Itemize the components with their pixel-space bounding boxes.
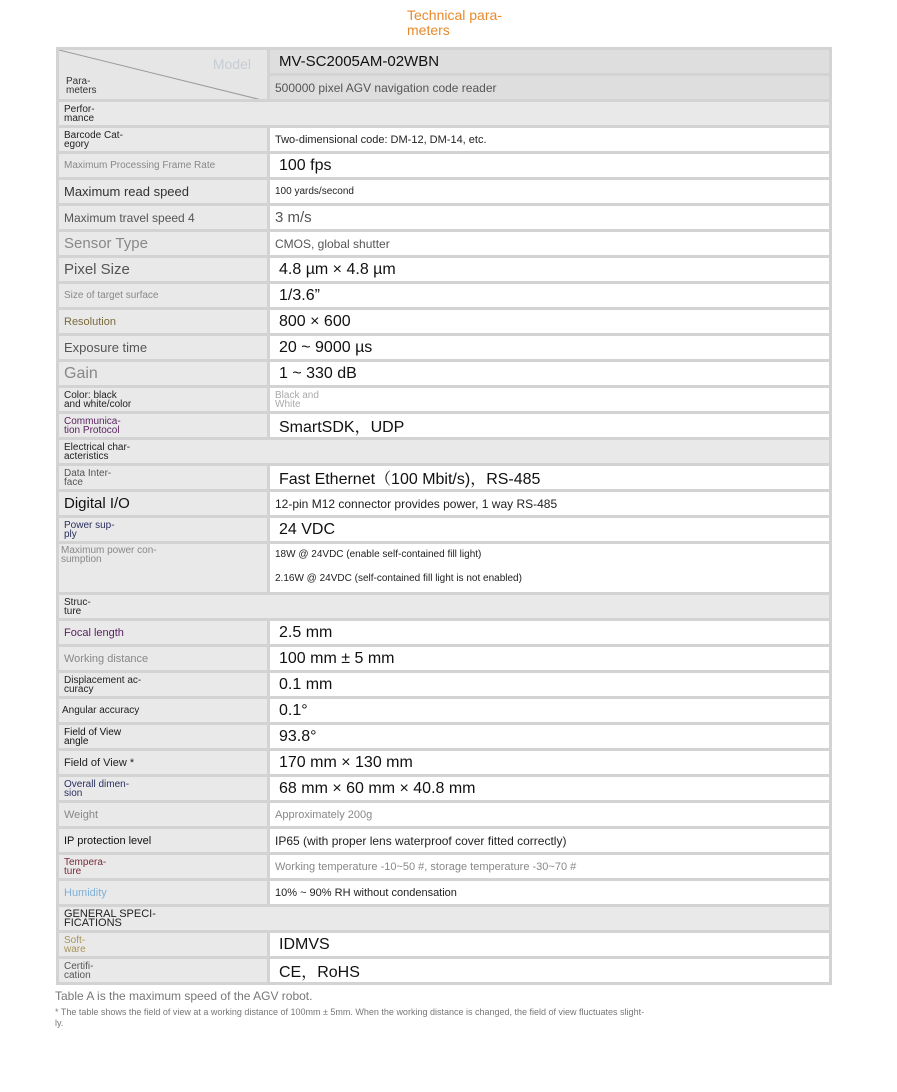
row-label: Power sup- ply: [58, 517, 269, 543]
row-label: Gain: [58, 361, 269, 387]
table-row: [58, 179, 831, 205]
row-label: Pixel Size: [58, 257, 269, 283]
params-header-label: Para- meters: [66, 76, 97, 96]
row-label: Data Inter- face: [58, 465, 269, 491]
table-row: [58, 517, 831, 543]
row-label: Size of target surface: [58, 283, 269, 309]
table-row: [58, 646, 831, 672]
table-row: [58, 231, 831, 257]
section-performance: Perfor- mance: [58, 101, 831, 127]
row-label: Field of View angle: [58, 724, 269, 750]
footnote-fov: * The table shows the field of view at a working distance of 100mm ± 5mm. When the working distance is changed, the field of view fluctuates slight- ly.: [55, 1007, 645, 1028]
row-value: 100 fps: [269, 153, 831, 179]
row-label: Displacement ac- curacy: [58, 672, 269, 698]
table-row: [58, 802, 831, 828]
row-value: 0.1 mm: [269, 672, 831, 698]
table-row: [58, 335, 831, 361]
power-consumption-line-2: 2.16W @ 24VDC (self-contained fill light is not enabled): [275, 573, 522, 584]
row-value: 100 mm ± 5 mm: [269, 646, 831, 672]
row-value: 3 m/s: [269, 205, 831, 231]
section-general: GENERAL SPECI- FICATIONS: [58, 906, 831, 932]
table-row: [58, 153, 831, 179]
table-row: [58, 283, 831, 309]
table-row: [58, 958, 831, 984]
row-value: Approximately 200g: [269, 802, 831, 828]
row-label: Field of View *: [58, 750, 269, 776]
row-value: 100 yards/second: [269, 179, 831, 205]
table-row: [58, 543, 831, 594]
section-electrical: Electrical char- acteristics: [58, 439, 831, 465]
row-value: [269, 543, 831, 594]
row-label: Color: black and white/color: [58, 387, 269, 413]
diagonal-header-cell: [58, 49, 269, 101]
table-row: [58, 620, 831, 646]
footnote-speed: Table A is the maximum speed of the AGV robot.: [55, 989, 313, 1003]
row-label: Maximum travel speed 4: [58, 205, 269, 231]
row-value: 4.8 µm × 4.8 µm: [269, 257, 831, 283]
row-value: SmartSDK，UDP: [269, 413, 831, 439]
row-value: 20 ~ 9000 µs: [269, 335, 831, 361]
row-value: Working temperature -10~50 #, storage temperature -30~70 #: [269, 854, 831, 880]
row-value: 68 mm × 60 mm × 40.8 mm: [269, 776, 831, 802]
row-value: 2.5 mm: [269, 620, 831, 646]
row-value: 170 mm × 130 mm: [269, 750, 831, 776]
row-label: Digital I/O: [58, 491, 269, 517]
row-label: Maximum Processing Frame Rate: [58, 153, 269, 179]
table-row: [58, 465, 831, 491]
row-label: Barcode Cat- egory: [58, 127, 269, 153]
row-label: Resolution: [58, 309, 269, 335]
table-row: [58, 387, 831, 413]
section-structure: Struc- ture: [58, 594, 831, 620]
row-label: Tempera- ture: [58, 854, 269, 880]
row-value: 10% ~ 90% RH without condensation: [269, 880, 831, 906]
row-label: Angular accuracy: [58, 698, 269, 724]
row-label: Overall dimen- sion: [58, 776, 269, 802]
row-value: 800 × 600: [269, 309, 831, 335]
row-value: IDMVS: [269, 932, 831, 958]
row-value: 24 VDC: [269, 517, 831, 543]
row-value: Fast Ethernet（100 Mbit/s)，RS-485: [269, 465, 831, 491]
table-row: [58, 776, 831, 802]
table-row: [58, 413, 831, 439]
row-label: Communica- tion Protocol: [58, 413, 269, 439]
row-label: Focal length: [58, 620, 269, 646]
table-row: [58, 724, 831, 750]
table-row: [58, 127, 831, 153]
table-row: [58, 750, 831, 776]
row-value: 1/3.6”: [269, 283, 831, 309]
row-label: Soft- ware: [58, 932, 269, 958]
row-label: Working distance: [58, 646, 269, 672]
table-row: [58, 491, 831, 517]
table-row: [58, 828, 831, 854]
row-label: IP protection level: [58, 828, 269, 854]
table-row: [58, 361, 831, 387]
row-label: Sensor Type: [58, 231, 269, 257]
row-label: Maximum read speed: [58, 179, 269, 205]
model-value: MV-SC2005AM-02WBN: [269, 49, 831, 75]
table-row: [58, 932, 831, 958]
table-row: [58, 698, 831, 724]
section-row: [58, 101, 831, 127]
table-row: [58, 309, 831, 335]
table-row: [58, 880, 831, 906]
row-label: Maximum power con- sumption: [58, 543, 269, 594]
model-desc: 500000 pixel AGV navigation code reader: [269, 75, 831, 101]
spec-table: [56, 47, 832, 985]
row-value: CE，RoHS: [269, 958, 831, 984]
model-header-label: Model: [212, 56, 251, 72]
header-row: [58, 49, 831, 75]
row-value: CMOS, global shutter: [269, 231, 831, 257]
row-value: 93.8°: [269, 724, 831, 750]
row-value: Black and White: [269, 387, 831, 413]
table-row: [58, 672, 831, 698]
row-label: Humidity: [58, 880, 269, 906]
power-consumption-line-1: 18W @ 24VDC (enable self-contained fill light): [275, 549, 482, 560]
row-value: 0.1°: [269, 698, 831, 724]
section-row: [58, 439, 831, 465]
row-label: Certifi- cation: [58, 958, 269, 984]
row-value: 12-pin M12 connector provides power, 1 way RS-485: [269, 491, 831, 517]
table-row: [58, 257, 831, 283]
table-row: [58, 205, 831, 231]
page-title: Technical para- meters: [407, 7, 502, 38]
row-value: Two-dimensional code: DM-12, DM-14, etc.: [269, 127, 831, 153]
row-label: Weight: [58, 802, 269, 828]
table-row: [58, 854, 831, 880]
row-label: Exposure time: [58, 335, 269, 361]
row-value: IP65 (with proper lens waterproof cover fitted correctly): [269, 828, 831, 854]
section-row: [58, 594, 831, 620]
row-value: 1 ~ 330 dB: [269, 361, 831, 387]
section-row: [58, 906, 831, 932]
